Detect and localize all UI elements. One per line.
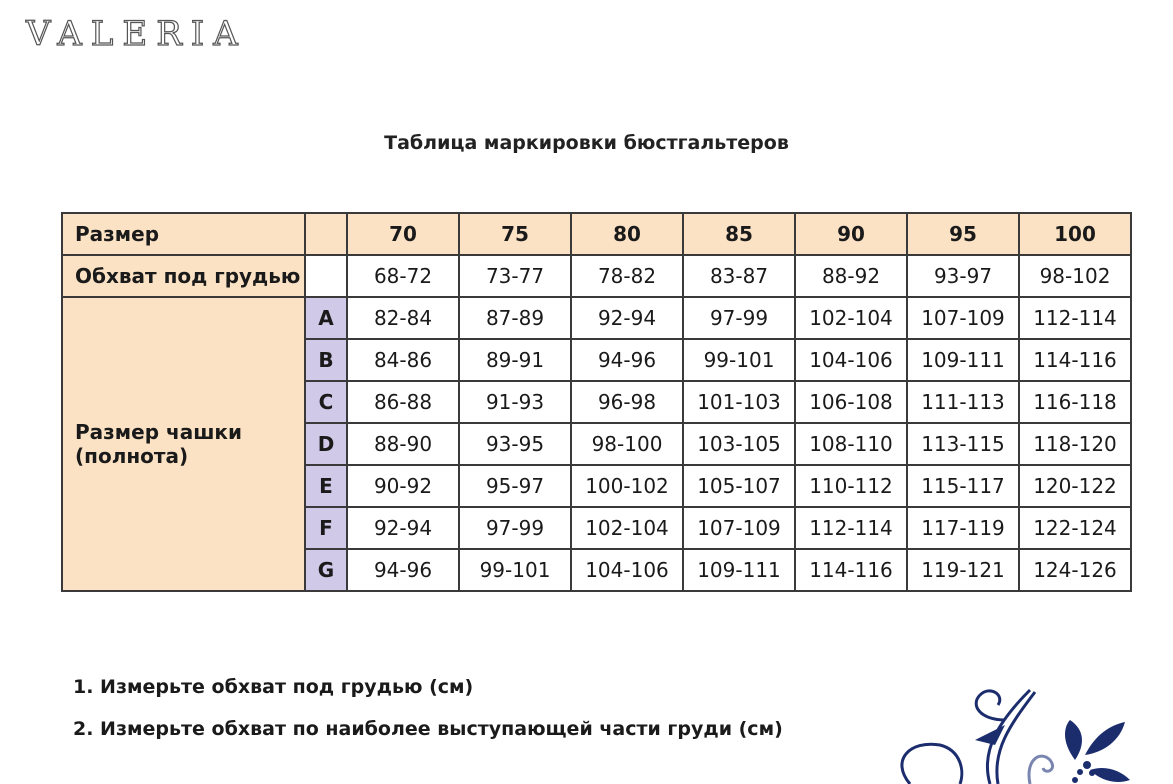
underbust-value: 83-87 [683,255,795,297]
bust-value: 116-118 [1019,381,1131,423]
bust-value: 86-88 [347,381,459,423]
bust-value: 101-103 [683,381,795,423]
size-table [61,212,1132,592]
page-title: Таблица маркировки бюстгальтеров [384,132,789,154]
bust-value: 114-116 [1019,339,1131,381]
bust-value: 91-93 [459,381,571,423]
bust-value: 100-102 [571,465,683,507]
underbust-value: 98-102 [1019,255,1131,297]
cup-label-line-2: (полнота) [75,444,189,468]
bust-value: 94-96 [571,339,683,381]
bust-value: 95-97 [459,465,571,507]
bust-value: 110-112 [795,465,907,507]
size-header: 80 [571,213,683,255]
empty-cell [305,213,347,255]
cup-size-label [62,297,305,591]
bust-value: 103-105 [683,423,795,465]
underbust-value: 78-82 [571,255,683,297]
bust-value: 93-95 [459,423,571,465]
cup-letter: F [305,507,347,549]
size-header: 100 [1019,213,1131,255]
underbust-value: 68-72 [347,255,459,297]
table-row [62,255,1131,297]
bust-value: 90-92 [347,465,459,507]
bust-value: 99-101 [683,339,795,381]
size-header: 95 [907,213,1019,255]
underbust-value: 88-92 [795,255,907,297]
bust-value: 106-108 [795,381,907,423]
valeria-logo: VALERIA [26,14,247,54]
bust-value: 102-104 [571,507,683,549]
size-header: 90 [795,213,907,255]
underbust-label: Обхват под грудью [62,255,305,297]
floral-ornament-icon [880,680,1173,784]
bust-value: 112-114 [1019,297,1131,339]
instruction-2: 2. Измерьте обхват по наиболее выступающей части груди (см) [73,718,783,740]
bust-value: 92-94 [347,507,459,549]
bust-value: 96-98 [571,381,683,423]
cup-letter: E [305,465,347,507]
bust-value: 115-117 [907,465,1019,507]
bust-value: 107-109 [907,297,1019,339]
instruction-1: 1. Измерьте обхват под грудью (см) [73,676,474,698]
bust-value: 107-109 [683,507,795,549]
instructions [73,666,783,750]
bust-value: 98-100 [571,423,683,465]
bust-value: 99-101 [459,549,571,591]
cup-letter: D [305,423,347,465]
size-header: 75 [459,213,571,255]
bust-value: 82-84 [347,297,459,339]
cup-letter: G [305,549,347,591]
bust-value: 124-126 [1019,549,1131,591]
underbust-value: 93-97 [907,255,1019,297]
bust-value: 88-90 [347,423,459,465]
bust-value: 87-89 [459,297,571,339]
cup-letter: C [305,381,347,423]
size-header: 85 [683,213,795,255]
bust-value: 105-107 [683,465,795,507]
bust-value: 97-99 [683,297,795,339]
underbust-value: 73-77 [459,255,571,297]
table-row [62,297,1131,339]
bust-value: 84-86 [347,339,459,381]
bust-value: 94-96 [347,549,459,591]
cup-letter: A [305,297,347,339]
bust-value: 89-91 [459,339,571,381]
cup-letter: B [305,339,347,381]
bust-value: 102-104 [795,297,907,339]
bust-value: 114-116 [795,549,907,591]
bust-value: 109-111 [683,549,795,591]
bust-value: 117-119 [907,507,1019,549]
size-header: 70 [347,213,459,255]
cup-label-line-1: Размер чашки [75,420,243,444]
bust-value: 92-94 [571,297,683,339]
bust-value: 104-106 [571,549,683,591]
bust-value: 122-124 [1019,507,1131,549]
size-label: Размер [62,213,305,255]
bust-value: 118-120 [1019,423,1131,465]
bust-value: 112-114 [795,507,907,549]
bust-value: 119-121 [907,549,1019,591]
bust-value: 97-99 [459,507,571,549]
table-row [62,213,1131,255]
bust-value: 111-113 [907,381,1019,423]
empty-cell [305,255,347,297]
bust-value: 109-111 [907,339,1019,381]
bust-value: 108-110 [795,423,907,465]
bust-value: 104-106 [795,339,907,381]
bust-value: 120-122 [1019,465,1131,507]
bust-value: 113-115 [907,423,1019,465]
